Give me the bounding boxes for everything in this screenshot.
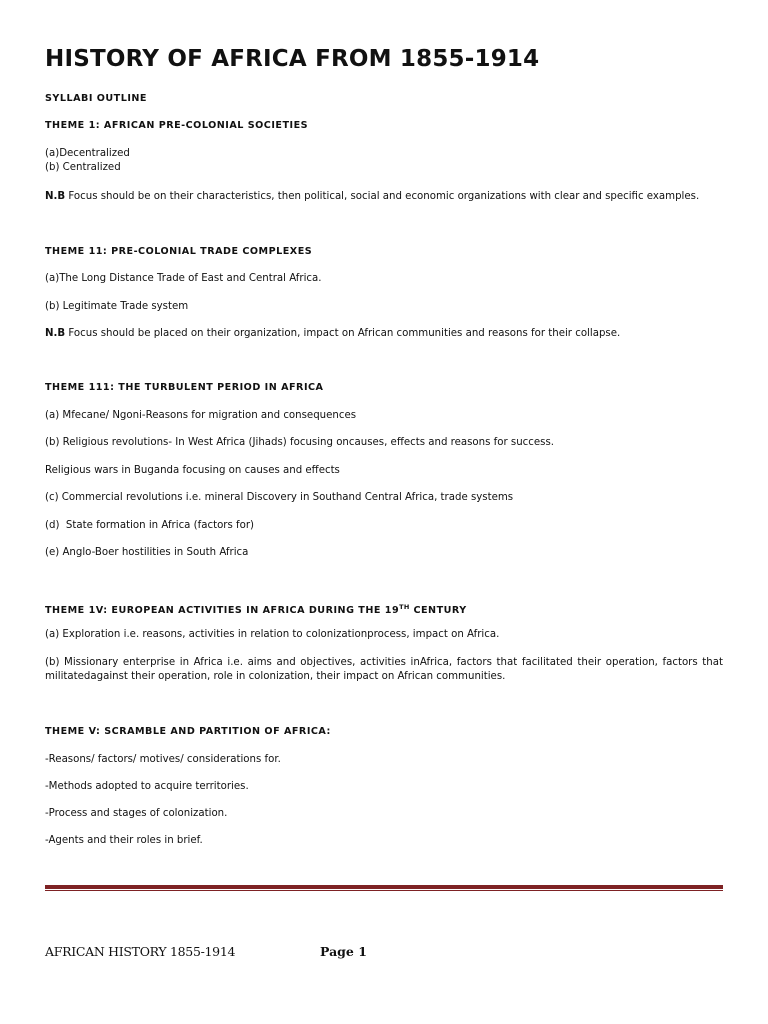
theme3-item-d: (d) State formation in Africa (factors for) (45, 520, 255, 531)
theme3-item-e: (e) Anglo-Boer hostilities in South Africa (45, 547, 249, 558)
theme5-item-2: -Methods adopted to acquire territories. (45, 781, 249, 792)
theme4-heading-superscript: TH (399, 603, 410, 611)
theme2-nb-label: N.B (45, 328, 66, 339)
theme1-note (45, 190, 699, 204)
theme5-item-3: -Process and stages of colonization. (45, 808, 228, 819)
theme2-note (45, 327, 620, 341)
theme3-item-b-cont: Religious wars in Buganda focusing on causes and effects (45, 465, 340, 476)
theme4-item-b: (b) Missionary enterprise in Africa i.e. aims and objectives, activities inAfrica, factors that facilitated their operation, factors that militatedagainst their operation, role in colonization, their impact on African communities. (45, 657, 723, 682)
theme1-item-a: (a)Decentralized (45, 148, 130, 159)
theme2-item-a: (a)The Long Distance Trade of East and Central Africa. (45, 273, 322, 284)
theme4-heading-text: THEME 1V: EUROPEAN ACTIVITIES IN AFRICA DURING THE 19 (45, 605, 400, 616)
theme1-heading: THEME 1: AFRICAN PRE-COLONIAL SOCIETIES (45, 120, 309, 131)
document-title: HISTORY OF AFRICA FROM 1855-1914 (45, 46, 540, 72)
footer-page-number: Page 1 (320, 944, 367, 959)
syllabi-outline-heading: SYLLABI OUTLINE (45, 93, 147, 104)
theme2-heading: THEME 11: PRE-COLONIAL TRADE COMPLEXES (45, 246, 313, 257)
theme4-heading-end: CENTURY (409, 605, 467, 616)
theme2-item-b: (b) Legitimate Trade system (45, 301, 189, 312)
theme5-heading: THEME V: SCRAMBLE AND PARTITION OF AFRICA: (45, 726, 331, 737)
theme3-item-b: (b) Religious revolutions- In West Africa (Jihads) focusing oncauses, effects and reasons for success. (45, 437, 555, 448)
theme3-item-c: (c) Commercial revolutions i.e. mineral Discovery in Southand Central Africa, trade systems (45, 492, 514, 503)
theme3-item-a: (a) Mfecane/ Ngoni-Reasons for migration and consequences (45, 410, 357, 421)
theme5-item-4: -Agents and their roles in brief. (45, 835, 203, 846)
theme4-heading (45, 600, 467, 618)
theme1-item-b: (b) Centralized (45, 162, 121, 173)
theme5-item-1: -Reasons/ factors/ motives/ considerations for. (45, 754, 281, 765)
theme1-nb-label: N.B (45, 191, 66, 202)
footer-rule-thin (45, 890, 723, 891)
theme1-nb-text: Focus should be on their characteristics, then political, social and economic organizations with clear and specific examples. (65, 191, 700, 202)
theme3-heading: THEME 111: THE TURBULENT PERIOD IN AFRICA (45, 382, 324, 393)
footer-rule-thick (45, 885, 723, 889)
footer-document-title: AFRICAN HISTORY 1855-1914 (45, 944, 236, 959)
theme2-nb-text: Focus should be placed on their organization, impact on African communities and reasons for their collapse. (65, 328, 621, 339)
theme4-item-a: (a) Exploration i.e. reasons, activities in relation to colonizationprocess, impact on Africa. (45, 629, 500, 640)
